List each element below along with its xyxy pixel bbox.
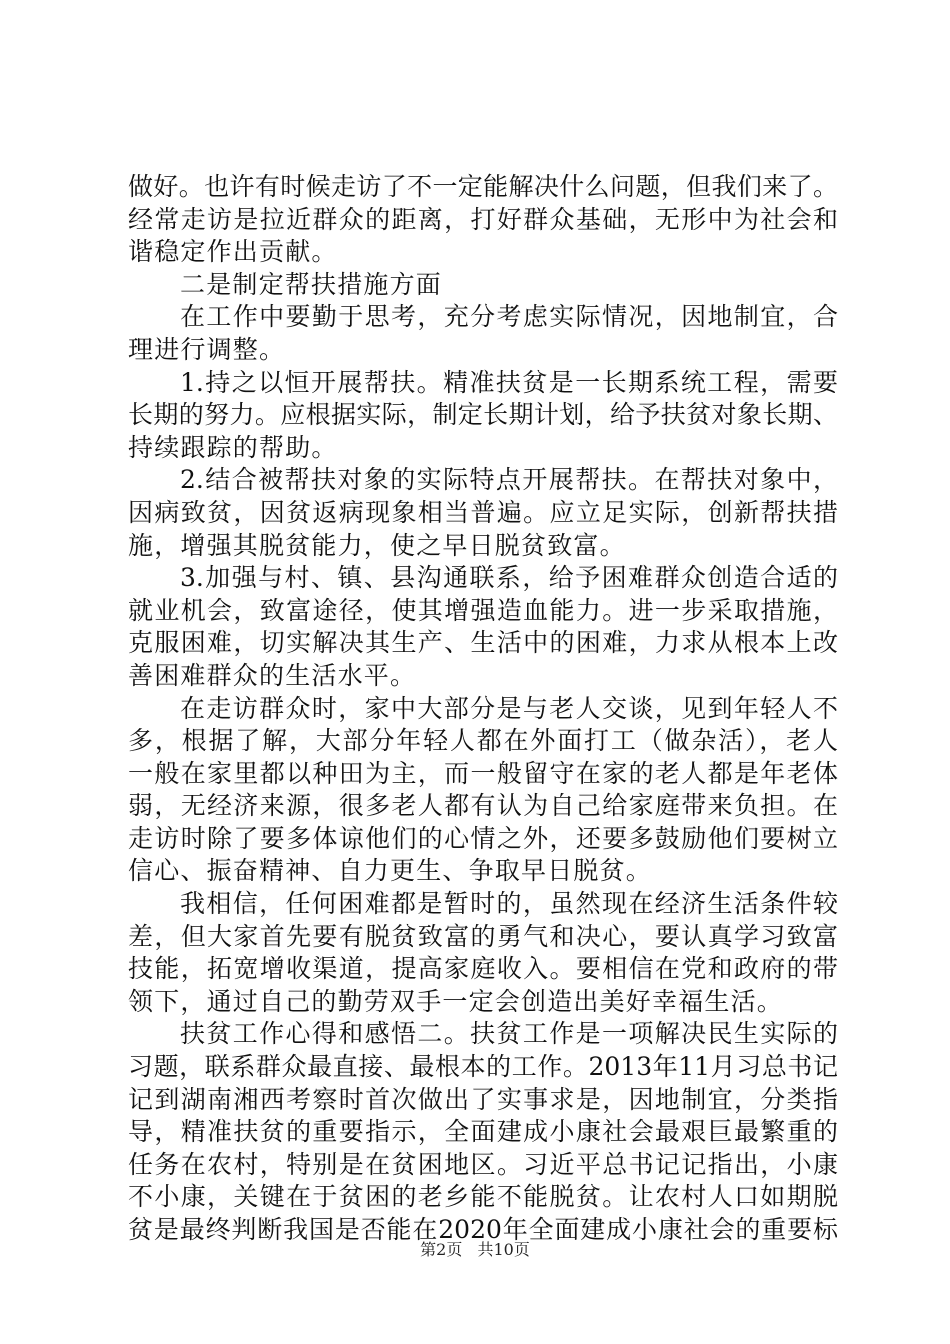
text-line: 做好。也许有时候走访了不一定能解决什么问题，但我们来了。 — [128, 172, 838, 201]
text-line: 施，增强其脱贫能力，使之早日脱贫致富。 — [128, 530, 626, 560]
text-line: 理进行调整。 — [128, 334, 286, 364]
text-line: 任务在农村，特别是在贫困地区。习近平总书记记指出，小康 — [128, 1149, 838, 1179]
text-line: 扶贫工作心得和感悟二。扶贫工作是一项解决民生实际的 — [180, 1019, 838, 1049]
text-line: 1.持之以恒开展帮扶。精准扶贫是一长期系统工程，需要 — [180, 367, 838, 397]
text-line: 持续跟踪的帮助。 — [128, 432, 338, 462]
text-line: 在工作中要勤于思考，充分考虑实际情况，因地制宜，合 — [180, 302, 838, 332]
text-line: 贫是最终判断我国是否能在2020年全面建成小康社会的重要标 — [128, 1215, 838, 1244]
text-line: 信心、振奋精神、自力更生、争取早日脱贫。 — [128, 856, 653, 886]
text-line: 走访时除了要多体谅他们的心情之外，还要多鼓励他们要树立 — [128, 823, 838, 853]
text-line: 弱，无经济来源，很多老人都有认为自己给家庭带来负担。在 — [128, 791, 838, 821]
page-total: 共10页 — [477, 1240, 530, 1259]
text-line: 3.加强与村、镇、县沟通联系，给予困难群众创造合适的 — [180, 563, 838, 593]
text-line: 我相信，任何困难都是暂时的，虽然现在经济生活条件较 — [180, 889, 838, 919]
text-line: 谐稳定作出贡献。 — [128, 237, 338, 267]
text-line: 善困难群众的生活水平。 — [128, 660, 417, 690]
text-line: 一般在家里都以种田为主，而一般留守在家的老人都是年老体 — [128, 758, 838, 788]
text-line: 2.结合被帮扶对象的实际特点开展帮扶。在帮扶对象中， — [180, 465, 838, 495]
text-line: 长期的努力。应根据实际，制定长期计划，给予扶贫对象长期、 — [128, 400, 838, 430]
text-line: 导，精准扶贫的重要指示，全面建成小康社会最艰巨最繁重的 — [128, 1117, 838, 1147]
text-line: 习题，联系群众最直接、最根本的工作。2013年11月习总书记 — [128, 1052, 838, 1082]
page-footer — [0, 1240, 950, 1260]
text-line: 记到湖南湘西考察时首次做出了实事求是，因地制宜，分类指 — [128, 1084, 838, 1114]
text-line: 不小康，关键在于贫困的老乡能不能脱贫。让农村人口如期脱 — [128, 1182, 838, 1212]
text-line: 二是制定帮扶措施方面 — [180, 269, 443, 299]
text-line: 多，根据了解，大部分年轻人都在外面打工（做杂活），老人 — [128, 726, 838, 756]
text-line: 差，但大家首先要有脱贫致富的勇气和决心，要认真学习致富 — [128, 921, 838, 951]
text-line: 因病致贫，因贫返病现象相当普遍。应立足实际，创新帮扶措 — [128, 497, 838, 527]
text-line: 技能，拓宽增收渠道，提高家庭收入。要相信在党和政府的带 — [128, 954, 838, 984]
document-body — [128, 171, 838, 1247]
text-line: 经常走访是拉近群众的距离，打好群众基础，无形中为社会和 — [128, 204, 838, 234]
text-line: 就业机会，致富途径，使其增强造血能力。进一步采取措施， — [128, 595, 838, 625]
text-line: 领下，通过自己的勤劳双手一定会创造出美好幸福生活。 — [128, 986, 784, 1016]
page-number: 第2页 — [420, 1240, 463, 1259]
text-line: 在走访群众时，家中大部分是与老人交谈，见到年轻人不 — [180, 693, 838, 723]
text-line: 克服困难，切实解决其生产、生活中的困难，力求从根本上改 — [128, 628, 838, 658]
